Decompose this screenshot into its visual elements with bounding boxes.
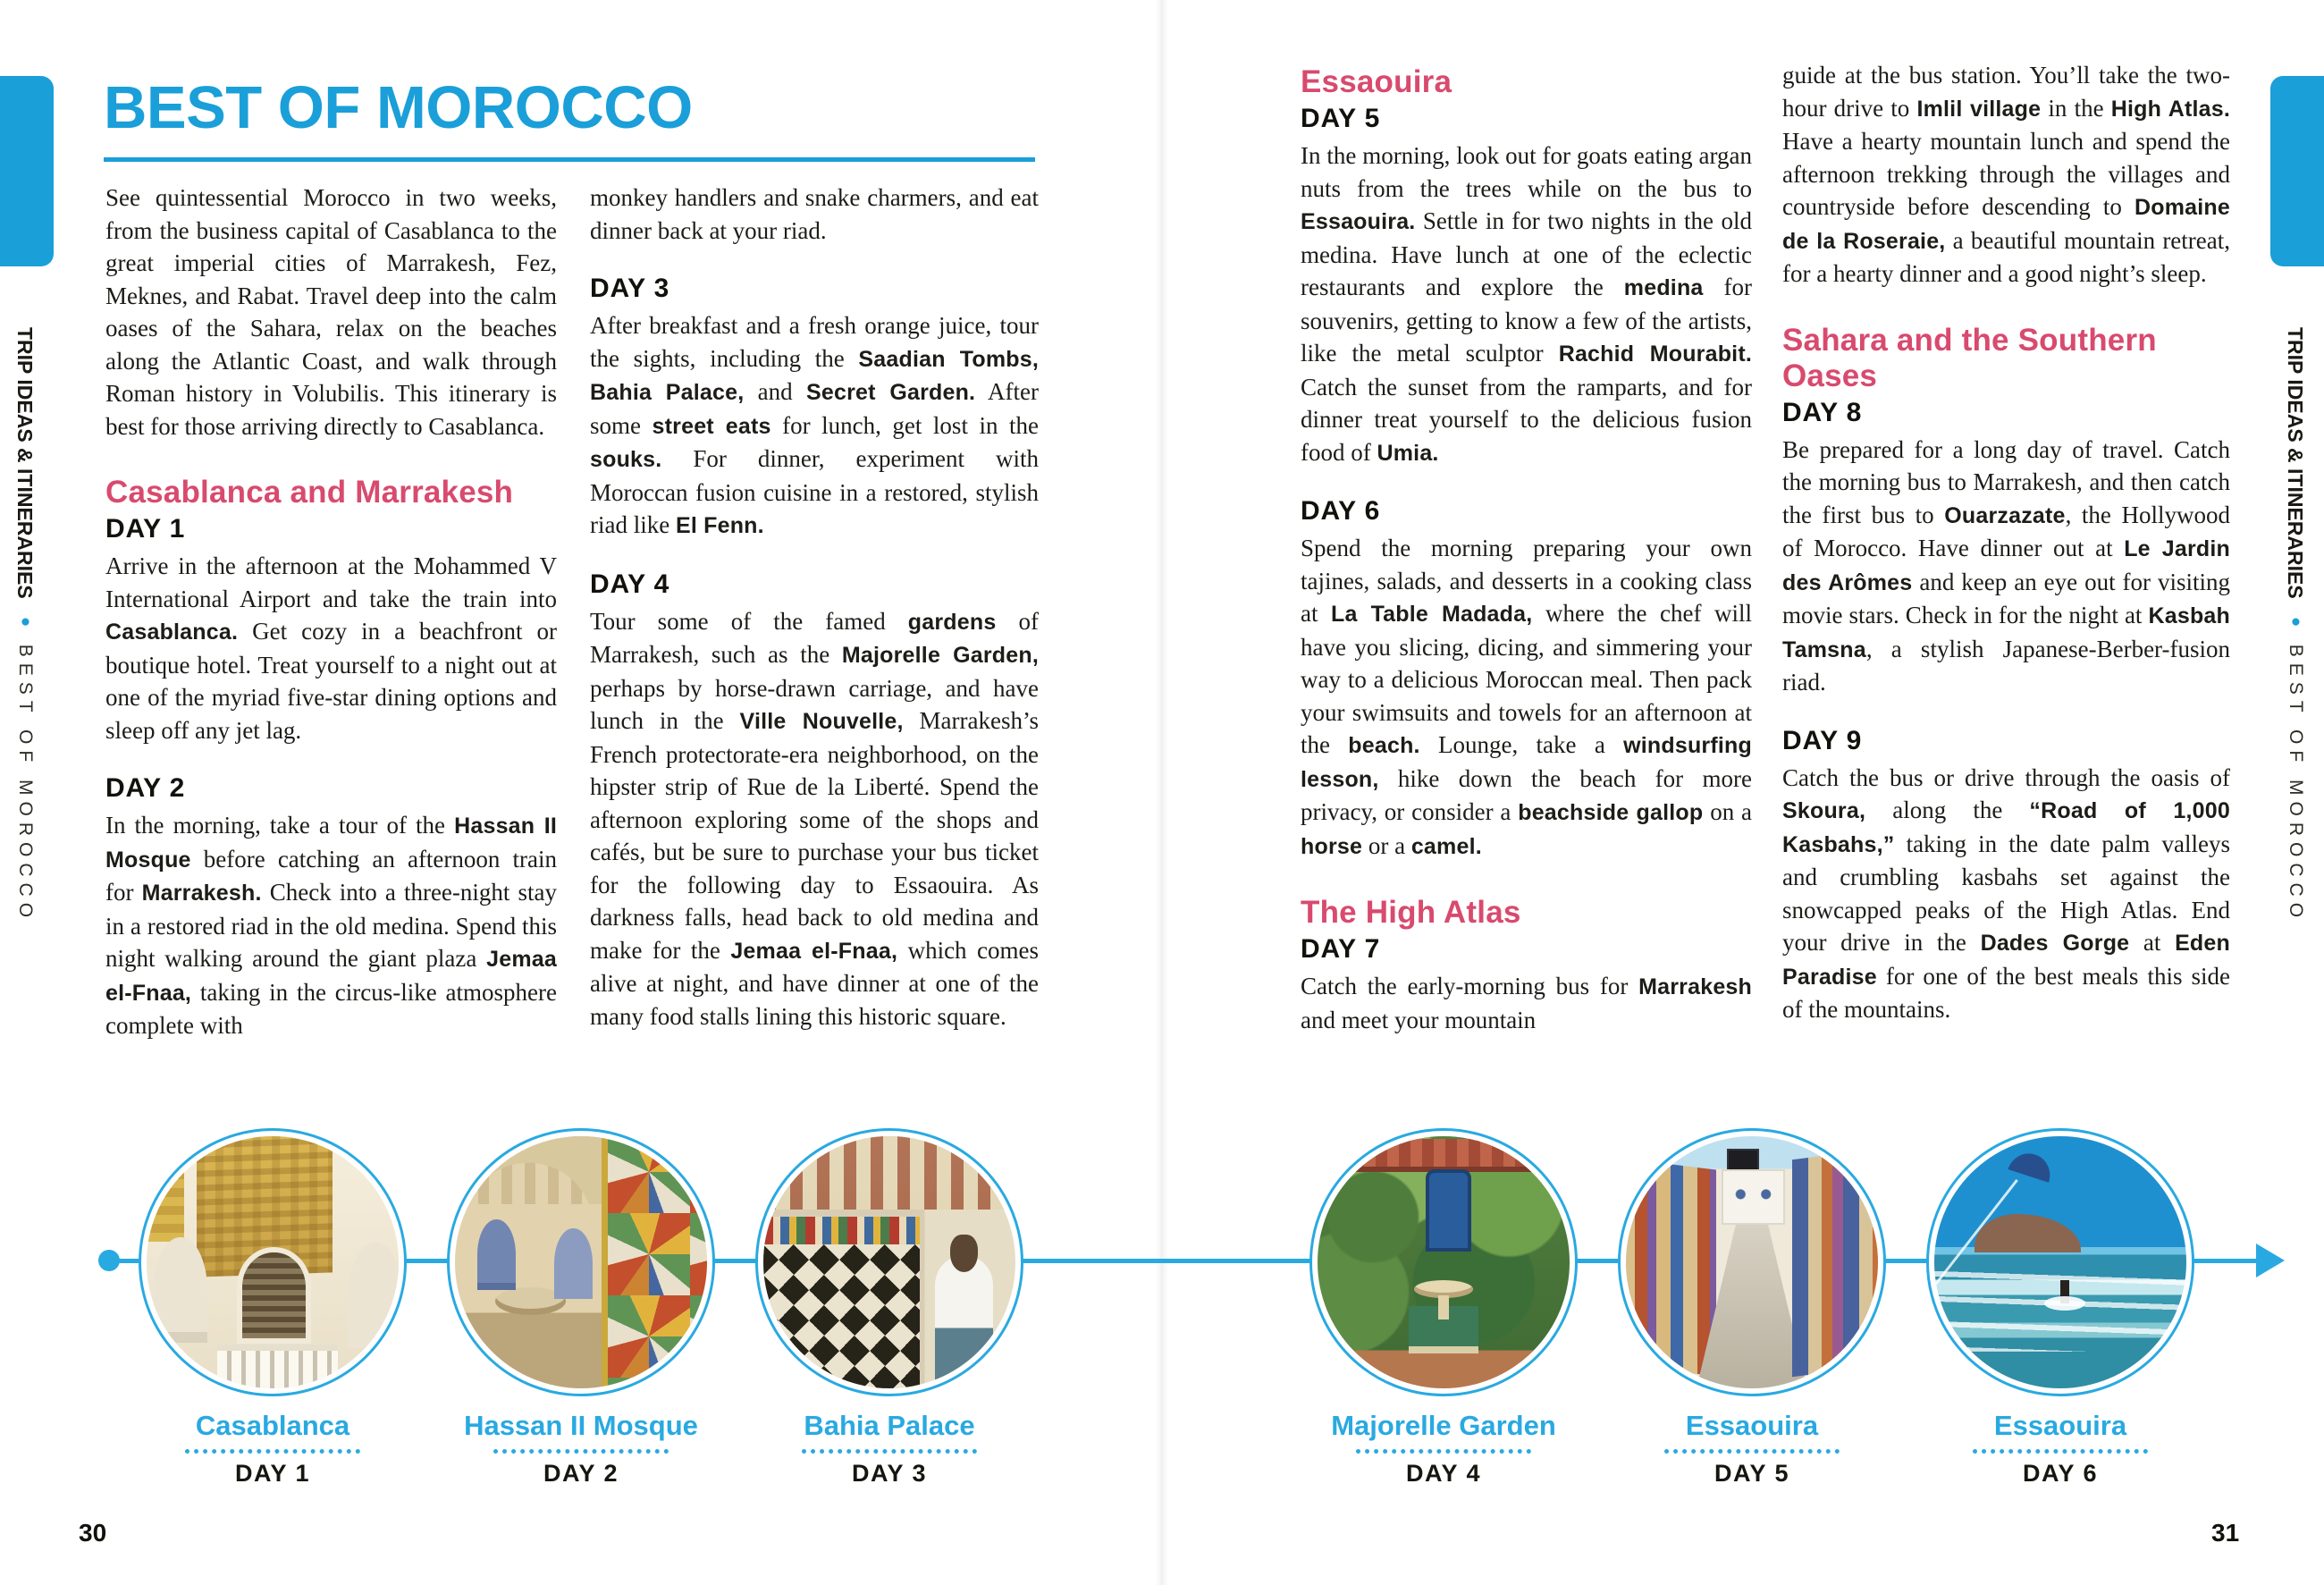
left-page-column-2 bbox=[590, 181, 1039, 1033]
timeline-stop bbox=[1926, 1128, 2194, 1487]
paragraph: Catch the bus or drive through the oasis of Skoura, along the “Road of 1,000 Kasbahs,” taking in the date palm valleys and crumbling kasbahs set against the snowcapped peaks of the High Atlas. End your drive in the Dades Gorge at Eden Paradise for one of the best meals this side of the mountains. bbox=[1782, 763, 2230, 1023]
paragraph: Arrive in the afternoon at the Mohammed V International Airport and take the train into Casablanca. Get cozy in a beachfront or boutique hotel. Treat yourself to a night out at one of the myriad five-star dining options and sleep off any jet lag. bbox=[105, 552, 557, 744]
right-page-column-2 bbox=[1782, 59, 2230, 1026]
paragraph: After breakfast and a fresh orange juice, tour the sights, including the Saadian Tombs, Bahia Palace, and Secret Garden. After some street eats for lunch, get lost in the souks. For dinner, experiment with Moroccan fusion cuisine in a restored, stylish riad like El Fenn. bbox=[590, 312, 1039, 538]
photo-ring bbox=[755, 1128, 1023, 1396]
page-gutter-seam bbox=[1156, 0, 1168, 1585]
right-page-number: 31 bbox=[2211, 1519, 2240, 1547]
day-heading: DAY 5 bbox=[1301, 104, 1381, 133]
photo-detail bbox=[763, 1217, 920, 1244]
photo-detail bbox=[217, 1345, 338, 1388]
casablanca-photo bbox=[147, 1136, 399, 1388]
day-heading: DAY 2 bbox=[105, 773, 186, 803]
timeline-stop-day: DAY 6 bbox=[2022, 1460, 2099, 1487]
left-sidebar-vertical-text bbox=[14, 327, 35, 923]
photo-detail bbox=[2060, 1280, 2069, 1303]
paragraph: Be prepared for a long day of travel. Catch the morning bus to Marrakesh, and then catch the first bus to Ouarzazate, the Hollywood of Morocco. Have dinner out at Le Jardin des Arômes and keep an eye out for visiting movie stars. Check in for the night at Kasbah Tamsna, a stylish Japanese-Berber-fusion riad. bbox=[1782, 435, 2231, 696]
medina-photo bbox=[1626, 1136, 1878, 1388]
photo-detail bbox=[455, 1136, 602, 1204]
photo-detail bbox=[1975, 1214, 2080, 1252]
timeline-stop-day: DAY 4 bbox=[1405, 1460, 1482, 1487]
day-heading: DAY 3 bbox=[590, 274, 670, 303]
section-heading: The High Atlas bbox=[1301, 895, 1521, 930]
paragraph: In the morning, look out for goats eating argan nuts from the trees while on the bus to Essaouira. Settle in for two nights in the old medina. Have lunch at one of the eclectic restaurants and explore the medina for souvenirs, getting to know a few of the artists, like the metal sculptor Rachid Mourabit. Catch the sunset from the ramparts, and for dinner treat yourself to the delicious fusion food of Umia. bbox=[1301, 142, 1753, 466]
photo-ring bbox=[1309, 1128, 1578, 1396]
dotted-rule bbox=[1973, 1449, 2148, 1454]
timeline-stop bbox=[755, 1128, 1023, 1487]
paragraph: Spend the morning preparing your own tajines, salads, and desserts in a cooking class at La Table Madada, where the chef will have you slicing, dicing, and simmering your way to a delicious Moroccan meal. Then pack your swimsuits and towels for an afternoon at the beach. Lounge, take a windsurfing lesson, hike down the beach for more privacy, or consider a beachside gallop on a horse or a camel. bbox=[1301, 535, 1753, 859]
photo-detail bbox=[495, 1287, 566, 1315]
photo-detail bbox=[1409, 1272, 1479, 1353]
day-heading: DAY 1 bbox=[105, 514, 186, 544]
section-heading: Sahara and the Southern Oases bbox=[1782, 322, 2157, 393]
timeline-stop bbox=[1618, 1128, 1886, 1487]
photo-ring bbox=[139, 1128, 407, 1396]
left-sidebar-tab bbox=[0, 76, 54, 266]
photo-detail bbox=[147, 1136, 184, 1242]
dotted-rule bbox=[1664, 1449, 1840, 1454]
day-heading: DAY 8 bbox=[1782, 397, 1863, 427]
timeline-stop-day: DAY 3 bbox=[851, 1460, 928, 1487]
day-heading: DAY 7 bbox=[1301, 934, 1381, 964]
timeline-stop-day: DAY 2 bbox=[543, 1460, 619, 1487]
left-page-column-1 bbox=[105, 181, 557, 1042]
section-heading: Casablanca and Marrakesh bbox=[105, 475, 514, 510]
timeline-stop bbox=[139, 1128, 407, 1487]
photo-ring bbox=[447, 1128, 715, 1396]
page-title: BEST OF MOROCCO bbox=[104, 74, 693, 141]
timeline-stop-day: DAY 5 bbox=[1714, 1460, 1790, 1487]
kitesurf-photo bbox=[1934, 1136, 2186, 1388]
right-sidebar-vertical-text bbox=[2285, 327, 2305, 923]
timeline-stop-day: DAY 1 bbox=[234, 1460, 311, 1487]
day-heading: DAY 6 bbox=[1301, 496, 1381, 526]
paragraph: In the morning, take a tour of the Hassan II Mosque before catching an afternoon train for Marrakesh. Check into a three-night stay in a restored riad in the old medina. Spend this night walking around the giant plaza Jemaa el-Fnaa, taking in the circus-like atmosphere complete with bbox=[105, 812, 557, 1039]
paragraph: guide at the bus station. You’ll take the two-hour drive to Imlil village in the High Atlas. Have a hearty mountain lunch and spend the afternoon trekking through the villages and countryside before descending to Domaine de la Roseraie, a beautiful mountain retreat, for a hearty dinner and a good night’s sleep. bbox=[1782, 62, 2231, 287]
left-page-number: 30 bbox=[79, 1519, 107, 1547]
day-heading: DAY 4 bbox=[590, 569, 670, 599]
majorelle-photo bbox=[1318, 1136, 1570, 1388]
paragraph: See quintessential Morocco in two weeks, from the business capital of Casablanca to the great imperial cities of Marrakesh, Fez, Meknes, and Rabat. Travel deep into the calm oases of the Sahara, relax on the beaches along the Atlantic Coast, and walk through Roman history in Volubilis. This itinerary is best for those arriving directly to Casablanca. bbox=[105, 184, 557, 440]
photo-detail bbox=[1426, 1169, 1470, 1252]
photo-ring bbox=[1618, 1128, 1886, 1396]
dotted-rule bbox=[1356, 1449, 1531, 1454]
dotted-rule bbox=[185, 1449, 360, 1454]
right-sidebar-tab bbox=[2270, 76, 2324, 266]
sidebar-chapter-label: BEST OF MOROCCO bbox=[15, 644, 36, 924]
day-heading: DAY 9 bbox=[1782, 725, 1863, 755]
photo-detail bbox=[763, 1235, 920, 1388]
section-heading: Essaouira bbox=[1301, 64, 1452, 99]
right-page-column-1 bbox=[1301, 64, 1752, 1036]
timeline-start-dot-icon bbox=[98, 1250, 120, 1271]
sidebar-section-label: TRIP IDEAS & ITINERARIES bbox=[2284, 327, 2307, 599]
bullet-separator-icon: ● bbox=[2286, 611, 2305, 631]
photo-detail bbox=[1727, 1149, 1760, 1171]
dotted-rule bbox=[493, 1449, 669, 1454]
timeline-stop-name: Hassan II Mosque bbox=[464, 1410, 698, 1441]
paragraph: Tour some of the famed gardens of Marrakesh, such as the Majorelle Garden, perhaps by horse-drawn carriage, and have lunch in the Ville Nouvelle, Marrakesh’s French protectorate-era neighborhood, on the hipster strip of Rue de la Liberté. Spend the afternoon exploring some of the shops and cafés, but be sure to purchase your bus ticket for the following day to Essaouira. As darkness falls, head back to old medina and make for the Jemaa el-Fnaa, which comes alive at night, and have dinner at one of the many food stalls lining this historic square. bbox=[590, 607, 1039, 1030]
hassan-photo bbox=[455, 1136, 707, 1388]
photo-detail bbox=[1697, 1222, 1807, 1388]
bahia-photo bbox=[763, 1136, 1015, 1388]
paragraph: monkey handlers and snake charmers, and eat dinner back at your riad. bbox=[590, 184, 1039, 244]
timeline-stop bbox=[1309, 1128, 1578, 1487]
title-underline-rule bbox=[104, 157, 1035, 162]
timeline-stop-name: Essaouira bbox=[1685, 1410, 1819, 1441]
dotted-rule bbox=[802, 1449, 977, 1454]
timeline-stop-name: Casablanca bbox=[195, 1410, 350, 1441]
photo-detail bbox=[1352, 1139, 1534, 1172]
timeline-stop-name: Majorelle Garden bbox=[1331, 1410, 1556, 1441]
sidebar-chapter-label: BEST OF MOROCCO bbox=[2286, 644, 2306, 924]
sidebar-section-label: TRIP IDEAS & ITINERARIES bbox=[13, 327, 37, 599]
photo-detail bbox=[2008, 1148, 2055, 1183]
timeline-stop bbox=[447, 1128, 715, 1487]
timeline-arrow-icon bbox=[2256, 1244, 2285, 1277]
photo-ring bbox=[1926, 1128, 2194, 1396]
photo-detail bbox=[935, 1257, 993, 1388]
timeline-stop-name: Bahia Palace bbox=[804, 1410, 975, 1441]
paragraph: Catch the early-morning bus for Marrakesh and meet your mountain bbox=[1301, 973, 1752, 1033]
bullet-separator-icon: ● bbox=[16, 611, 35, 631]
photo-detail bbox=[1722, 1169, 1785, 1225]
timeline-stop-name: Essaouira bbox=[1993, 1410, 2127, 1441]
photo-detail bbox=[242, 1252, 306, 1338]
